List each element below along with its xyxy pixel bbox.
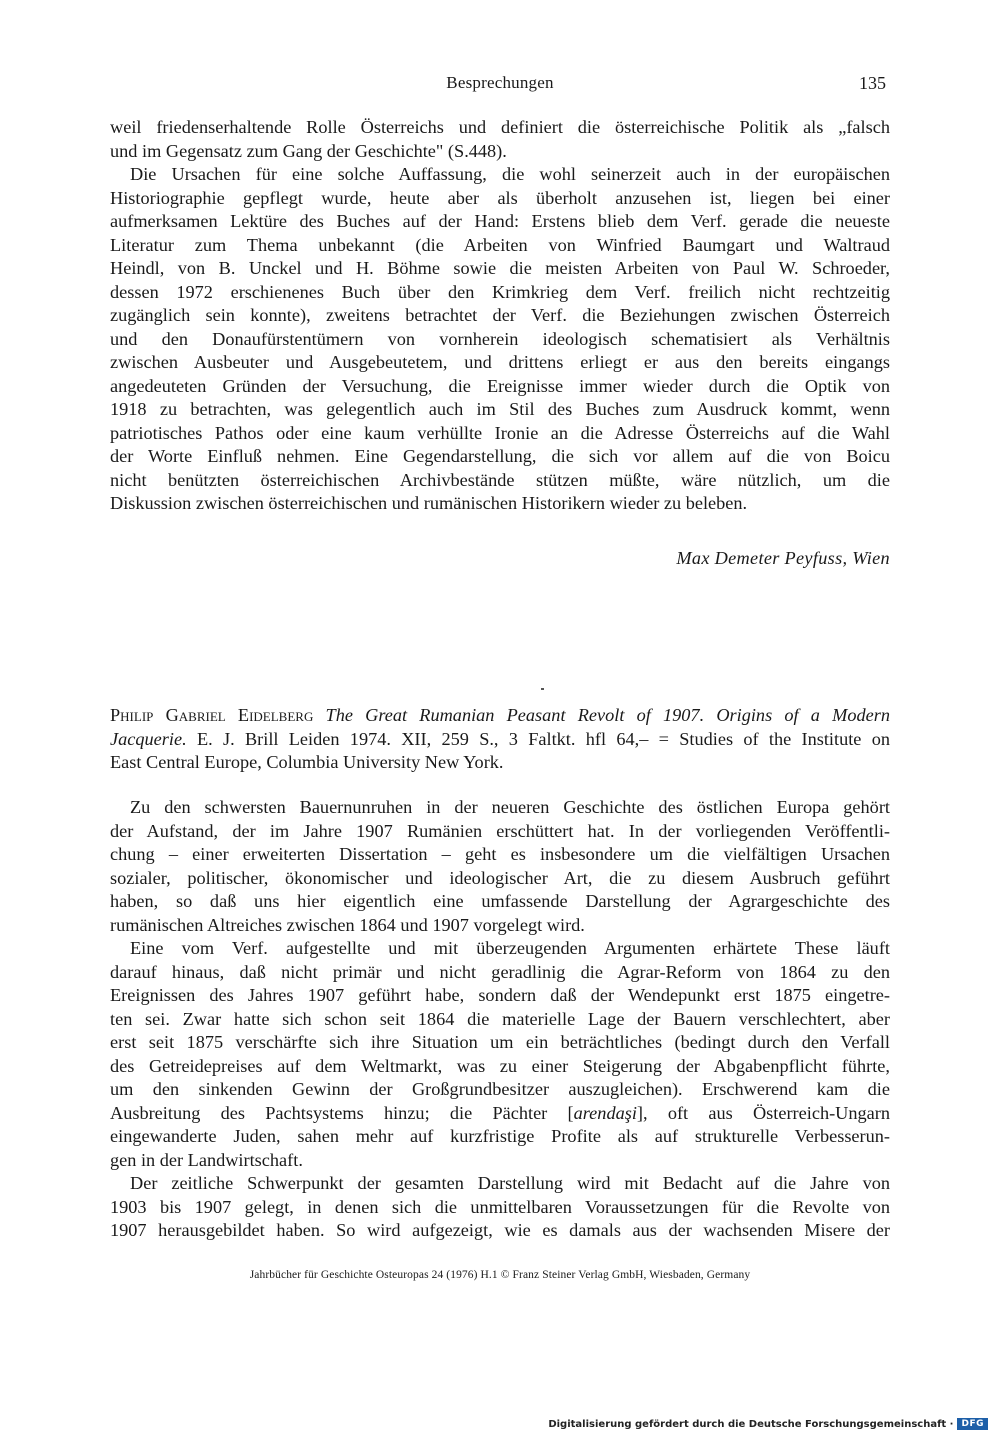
text-line: Historiographie gepflegt wurde, heute aber als überholt anzusehen ist, liegen bei einer xyxy=(110,187,890,208)
text-line: Der zeitliche Schwerpunkt der gesamten Darstellung wird mit Bedacht auf die Jahre von xyxy=(130,1173,890,1193)
text-line: darauf hinaus, daß nicht primär und nicht geradlinig die Agrar-Reform von 1864 zu den xyxy=(110,961,890,982)
reviewer-signature: Max Demeter Peyfuss, Wien xyxy=(676,548,890,568)
text-line: haben, so daß uns hier eigentlich eine umfassende Darstellung der Agrargeschichte des xyxy=(110,891,890,911)
text-line: Ereignissen des Jahres 1907 geführt habe, sondern daß der Wendepunkt erst 1875 eingetre- xyxy=(110,985,890,1005)
citation-title: The Great Rumanian Peasant Revolt of 1907. Origins of a Modern xyxy=(325,705,890,725)
text-line xyxy=(110,1102,890,1126)
text-line: angedeuteten Gründen der Versuchung, die Ereignisse immer wieder durch die Optik von xyxy=(110,375,890,396)
text-line: Diskussion zwischen österreichischen und rumänischen Historikern wieder zu beleben. xyxy=(110,493,748,513)
text-line: ten sei. Zwar hatte sich schon seit 1864 die materielle Lage der Bauern verschlechtert, aber xyxy=(110,1008,890,1029)
text-line: Zu den schwersten Bauernunruhen in der neueren Geschichte des östlichen Europa gehört xyxy=(130,797,890,817)
text-line: aufmerksamen Lektüre des Buches auf der Hand: Erstens blieb dem Verf. gerade die neueste xyxy=(110,211,890,231)
text-line: chung – einer erweiterten Dissertation – geht es insbesondere um die vielfältigen Ursachen xyxy=(110,844,890,864)
text-line: Heindl, von B. Unckel und H. Böhme sowie die meisten Arbeiten von Paul W. Schroeder, xyxy=(110,258,890,278)
review-body xyxy=(110,796,890,1243)
citation-author: Philip Gabriel Eidelberg xyxy=(110,705,314,725)
text-line: und den Donaufürstentümern von vornherein ideologisch schematisiert als Verhältnis xyxy=(110,328,890,349)
text-line: Eine vom Verf. aufgestellte und mit überzeugenden Argumenten erhärtete These läuft xyxy=(130,938,890,958)
text-line: 1903 bis 1907 gelegt, in denen sich die unmittelbaren Voraussetzungen für die Revolte von xyxy=(110,1196,890,1217)
digitization-text: Digitalisierung gefördert durch die Deutsche Forschungsgemeinschaft · xyxy=(548,1418,954,1430)
italic-term: arendaşi xyxy=(573,1102,637,1123)
text-line: Die Ursachen für eine solche Auffassung, die wohl seinerzeit auch in der europäischen xyxy=(130,164,890,184)
text-line: nicht benützten österreichischen Archivbestände stützen müßte, wäre nützlich, um die xyxy=(110,469,890,490)
text-line: zwischen Ausbeuter und Ausgebeutetem, und drittens erliegt er aus den bereits eingangs xyxy=(110,352,890,372)
text-line: der Aufstand, der im Jahre 1907 Rumänien erschüttert hat. In der vorliegenden Veröffentli- xyxy=(110,820,890,841)
text-line: zugänglich sein konnte), zweitens betrachtet der Verf. die Beziehungen zwischen Österreich xyxy=(110,305,890,325)
text-line: um den sinkenden Gewinn der Großgrundbesitzer auszugleichen). Erschwerend kam die xyxy=(110,1079,890,1099)
digitization-note xyxy=(548,1418,988,1430)
citation-line xyxy=(110,728,890,752)
citation-publisher: E. J. Brill Leiden 1974. XII, 259 S., 3 Faltkt. hfl 64,– = Studies of the Institute on xyxy=(186,728,890,749)
citation-title-end: Jacquerie. xyxy=(110,728,187,749)
text-line: sozialer, politischer, ökonomischer und ideologischer Art, die zu diesem Ausbruch geführt xyxy=(110,867,890,888)
citation-line: East Central Europe, Columbia University New York. xyxy=(110,752,504,772)
text-fragment: Ausbreitung des Pachtsystems hinzu; die Pächter [ xyxy=(110,1102,574,1123)
dfg-logo: DFG xyxy=(957,1418,988,1430)
page-header xyxy=(110,73,890,99)
text-fragment: ], oft aus Österreich-Ungarn xyxy=(636,1102,890,1123)
text-line: der Worte Einfluß nehmen. Eine Gegendarstellung, die sich vor allem auf die von Boicu xyxy=(110,446,890,466)
running-title: Besprechungen xyxy=(446,73,554,92)
text-line: gen in der Landwirtschaft. xyxy=(110,1149,303,1170)
text-line: dessen 1972 erschienenes Buch über den Krimkrieg dem Verf. freilich nicht rechtzeitig xyxy=(110,281,890,302)
journal-footer: Jahrbücher für Geschichte Osteuropas 24 (1976) H.1 © Franz Steiner Verlag GmbH, Wiesbaden, Germany xyxy=(249,1269,751,1281)
text-line: Literatur zum Thema unbekannt (die Arbeiten von Winfried Baumgart und Waltraud xyxy=(110,234,890,255)
text-line: 1907 herausgebildet haben. So wird aufgezeigt, wie es damals aus der wachsenden Misere der xyxy=(110,1220,890,1240)
text-line: 1918 zu betrachten, was gelegentlich auch im Stil des Buches zum Ausdruck kommt, wenn xyxy=(110,399,890,419)
page-number: 135 xyxy=(859,73,886,93)
text-line: weil friedenserhaltende Rolle Österreichs und definiert die österreichische Politik als „falsch xyxy=(110,117,890,137)
text-line: patriotisches Pathos oder eine kaum verhüllte Ironie an die Adresse Österreichs auf die Wahl xyxy=(110,422,890,443)
book-citation xyxy=(110,704,890,775)
text-line: eingewanderte Juden, sahen mehr auf kurzfristige Profite als auf strukturelle Verbesserun- xyxy=(110,1126,890,1146)
scan-speck xyxy=(541,688,544,690)
citation-line xyxy=(110,704,890,728)
text-line: erst seit 1875 verschärfte sich ihre Situation um ein beträchtliches (bedingt durch den Verfall xyxy=(110,1032,890,1052)
text-line: rumänischen Altreiches zwischen 1864 und 1907 vorgelegt wird. xyxy=(110,914,585,935)
review-continuation xyxy=(110,116,890,516)
text-line: und im Gegensatz zum Gang der Geschichte" (S.448). xyxy=(110,140,507,161)
text-line: des Getreidepreises auf dem Weltmarkt, was zu einer Steigerung der Abgabenpflicht führte, xyxy=(110,1055,890,1076)
